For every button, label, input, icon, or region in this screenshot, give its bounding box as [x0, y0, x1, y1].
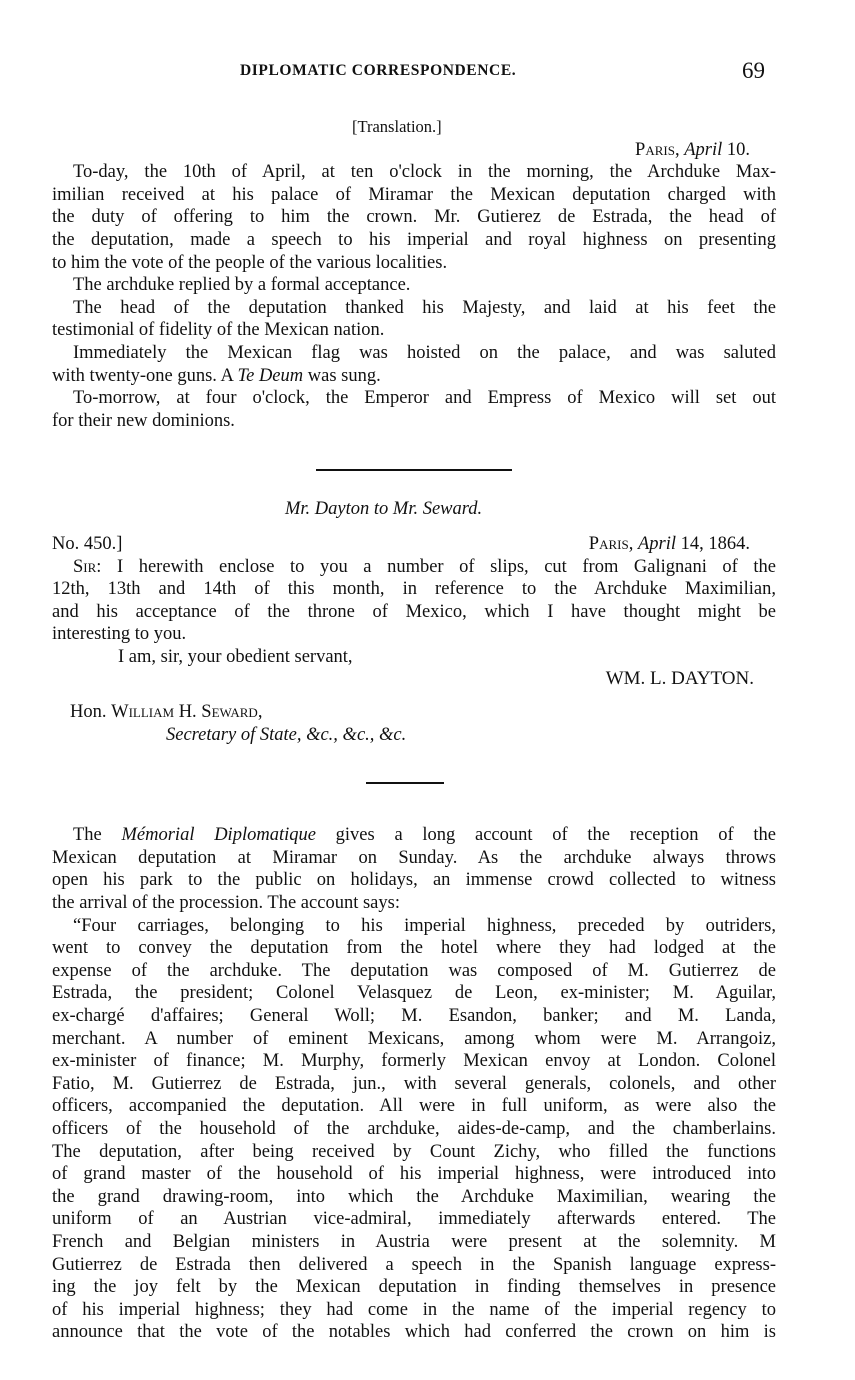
text-line: the grand drawing-room, into which the Archduke Maximilian, wearing the: [52, 1186, 776, 1207]
text-line: went to convey the deputation from the hotel where they had lodged at the: [52, 938, 776, 959]
addressee-name: William H. Seward,: [111, 702, 263, 723]
dateline-month: April: [684, 139, 723, 160]
letter-date: [589, 533, 776, 556]
text-line: the deputation, made a speech to his imperial and royal highness on presenting: [52, 229, 776, 250]
text-line: open his park to the public on holidays, an immense crowd collected to witness: [52, 870, 776, 891]
text-line: Mexican deputation at Miramar on Sunday. As the archduke always throws: [52, 847, 776, 868]
dispatch-dateline: [52, 139, 776, 162]
text-line: announce that the vote of the notables which had conferred the crown on him is: [52, 1322, 776, 1343]
salutation: Sir: [73, 556, 97, 577]
text-line: [52, 365, 776, 388]
letter-date-month: April: [637, 533, 676, 554]
text-line: officers of the household of the archduke, aides-de-camp, and the chamberlains.: [52, 1118, 776, 1139]
letter-date-place: Paris,: [588, 533, 634, 554]
letter-date-rest: 14, 1864.: [680, 533, 750, 554]
section-divider: [366, 782, 444, 784]
text-line: The deputation, after being received by Count Zichy, who filled the functions: [52, 1141, 776, 1162]
text-line: ex-chargé d'affaires; General Woll; M. Esandon, banker; and M. Landa,: [52, 1006, 776, 1026]
dispatch-paragraphs: [52, 161, 776, 432]
article-text: [52, 824, 776, 1344]
addressee-line: [52, 701, 776, 724]
addressee-prefix: Hon.: [70, 702, 107, 723]
text-line: expense of the archduke. The deputation was composed of M. Gutierrez de: [52, 960, 776, 981]
dispatch-number: No. 450.]: [52, 533, 123, 554]
text-line: for their new dominions.: [52, 410, 235, 431]
text-line: imilian received at his palace of Miramar the Mexican deputation charged with: [52, 184, 776, 205]
text-run: : I herewith enclose to you a number of slips, cut from Galignani of the: [96, 556, 776, 577]
text-run: The: [73, 825, 102, 846]
text-line: of grand master of the household of his imperial highness, were introduced into: [52, 1164, 776, 1185]
text-line: To-morrow, at four o'clock, the Emperor and Empress of Mexico will set out: [73, 388, 776, 409]
page-header: [0, 58, 855, 88]
text-line: the duty of offering to him the crown. Mr. Gutierez de Estrada, the head of: [52, 207, 776, 228]
page-body: [52, 116, 776, 1344]
translation-label: [Translation.]: [352, 117, 442, 136]
text-run: was sung.: [307, 365, 381, 386]
text-line: Gutierrez de Estrada then delivered a speech in the Spanish language express-: [52, 1254, 776, 1275]
text-line: officers, accompanied the deputation. All were in full uniform, as were also the: [52, 1096, 776, 1117]
dateline-place: Paris,: [635, 139, 680, 160]
text-line: Fatio, M. Gutierrez de Estrada, jun., with several generals, colonels, and other: [52, 1073, 776, 1094]
text-line: The head of the deputation thanked his Majesty, and laid at his feet the: [73, 297, 776, 318]
addressee-title-line: [52, 724, 776, 747]
publication-title: Mémorial Diplomatique: [121, 825, 316, 846]
text-line: “Four carriages, belonging to his imperial highness, preceded by outriders,: [73, 915, 776, 936]
text-line: uniform of an Austrian vice-admiral, immediately afterwards entered. The: [52, 1209, 776, 1230]
text-line: Estrada, the president; Colonel Velasquez de Leon, ex-minister; M. Aguilar,: [52, 983, 776, 1004]
page-number: 69: [742, 58, 765, 83]
text-line: testimonial of fidelity of the Mexican nation.: [52, 320, 385, 341]
text-line: ing the joy felt by the Mexican deputation in finding themselves in presence: [52, 1277, 776, 1298]
text-line: to him the vote of the people of the various localities.: [52, 252, 448, 273]
running-head: DIPLOMATIC CORRESPONDENCE.: [240, 62, 517, 79]
text-line: the arrival of the procession. The account says:: [52, 893, 400, 914]
text-line: ex-minister of finance; M. Murphy, formerly Mexican envoy at London. Colonel: [52, 1051, 776, 1072]
dateline-day: 10.: [726, 139, 750, 160]
letter-header-row: [52, 533, 776, 556]
section-divider: [316, 469, 512, 471]
letter-closing: I am, sir, your obedient servant,: [118, 646, 353, 667]
text-line: To-day, the 10th of April, at ten o'clock in the morning, the Archduke Max-: [73, 162, 776, 183]
text-line: French and Belgian ministers in Austria were present at the solemnity. M: [52, 1231, 776, 1252]
letter-body-line: 12th, 13th and 14th of this month, in reference to the Archduke Maximilian,: [52, 579, 776, 600]
text-line: Immediately the Mexican flag was hoisted on the palace, and was saluted: [73, 342, 776, 363]
letter-signature: WM. L. DAYTON.: [605, 668, 754, 690]
letter-body-line: and his acceptance of the throne of Mexico, which I have thought might be: [52, 601, 776, 622]
text-line: The archduke replied by a formal acceptance.: [73, 275, 411, 296]
letter-body-line: interesting to you.: [52, 624, 187, 645]
text-run: with twenty-one guns. A: [52, 365, 233, 386]
text-line: [52, 824, 776, 847]
letter-heading-text: Mr. Dayton to Mr. Seward.: [285, 499, 483, 520]
te-deum-italic: Te Deum: [237, 365, 304, 386]
text-line: merchant. A number of eminent Mexicans, among whom were M. Arrangoiz,: [52, 1028, 776, 1049]
letter-body-line: [52, 556, 776, 579]
text-run: gives a long account of the reception of the: [335, 825, 777, 846]
addressee-title: Secretary of State, &c., &c., &c.: [166, 724, 407, 745]
letter-heading: [52, 498, 776, 521]
text-line: of his imperial highness; they had come in the name of the imperial regency to: [52, 1299, 776, 1320]
